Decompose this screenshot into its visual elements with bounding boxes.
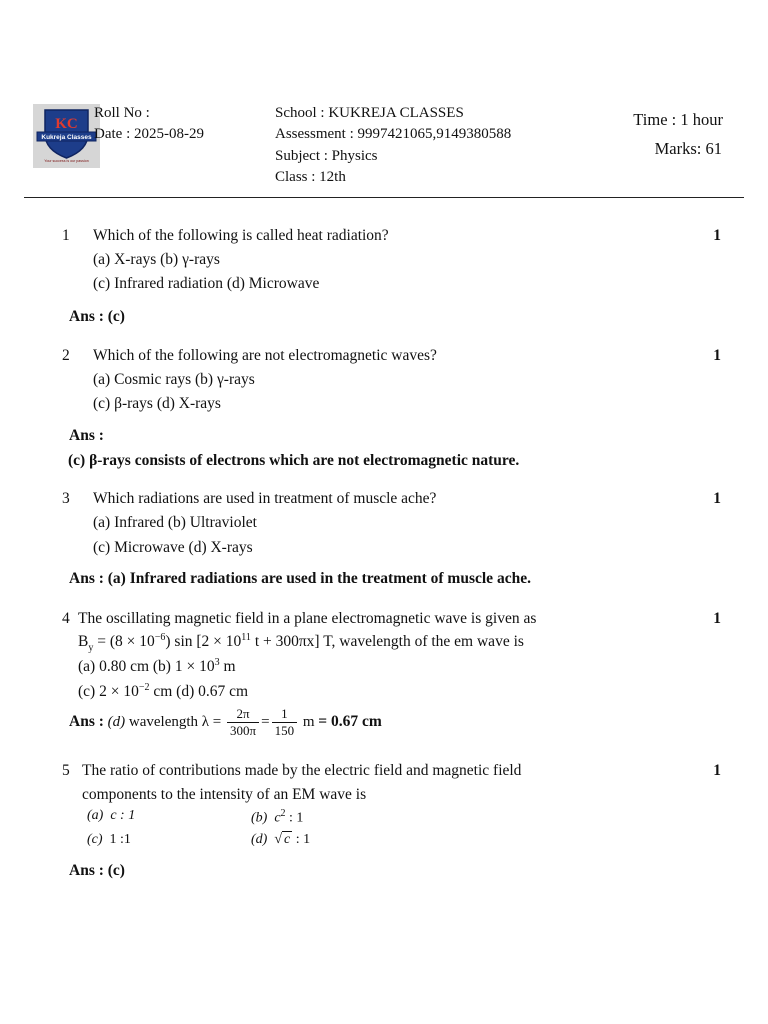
question-option: (a) Infrared (b) Ultraviolet (93, 514, 257, 531)
header-divider (24, 197, 744, 198)
equation-line: $B_y = (8 \times 10^{-6})$ $\sin [2 \times 10^{11}$ t + 300πx] T, wavelength of the em wave is (78, 632, 524, 654)
question-option: (c) Microwave (d) X-rays (93, 539, 253, 556)
logo-tagline: Your success is our passion (44, 159, 89, 163)
question-text: The oscillating magnetic field in a plane electromagnetic wave is given as (78, 610, 537, 627)
question-text: Which of the following are not electromagnetic waves? (93, 347, 437, 364)
logo-name: Kukreja Classes (41, 134, 92, 141)
question-option: (c) Infrared radiation (d) Microwave (93, 275, 320, 292)
question-number: 4 (62, 610, 70, 627)
shield-logo-icon (33, 104, 100, 168)
question-number: 5 (62, 762, 70, 779)
logo-initials: KC (55, 116, 78, 132)
question-mark: 1 (713, 610, 721, 627)
square-root: √ c (274, 832, 291, 847)
question-option: (c) β-rays (d) X-rays (93, 395, 221, 412)
question-mark: 1 (713, 347, 721, 364)
question-number: 1 (62, 227, 70, 244)
question-option: (a) Cosmic rays (b) γ-rays (93, 371, 255, 388)
question-text: The ratio of contributions made by the electric field and magnetic field (82, 762, 522, 779)
question-option: (c) $2 \times 10^{-2}$ cm (d) 0.67 cm (78, 682, 249, 701)
answer-detail: (c) β-rays consists of electrons which are not electromagnetic nature. (68, 452, 520, 469)
option-b: (b) $c^2$ : 1 (251, 808, 304, 826)
question-text: Which of the following is called heat radiation? (93, 227, 389, 244)
option-a: (a) c : 1 (87, 808, 136, 823)
question-text: Which radiations are used in treatment of muscle ache? (93, 490, 437, 507)
question-option: (a) X-rays (b) γ-rays (93, 251, 220, 268)
answer: Ans : (c) (69, 862, 125, 879)
question-mark: 1 (713, 762, 721, 779)
question-number: 3 (62, 490, 70, 507)
date-label: Date : 2025-08-29 (94, 126, 204, 142)
roll-no-label: Roll No : (94, 105, 150, 121)
time-label: Time : 1 hour (633, 110, 723, 129)
answer: Ans : (69, 427, 104, 444)
question-mark: 1 (713, 227, 721, 244)
class-label: Class : 12th (275, 169, 346, 185)
answer: Ans : (d) wavelength λ = $\frac{2\pi}{300\pi}$ = $\frac{1}{150}$ m = 0.67 cm (69, 706, 382, 738)
assessment-label: Assessment : 9997421065,9149380588 (275, 126, 512, 142)
marks-label: Marks: 61 (654, 139, 722, 158)
option-d: (d) √ c : 1 (251, 832, 311, 847)
fraction: $\frac{1}{150}$ (272, 706, 298, 739)
fraction: $\frac{2\pi}{300\pi}$ (227, 706, 259, 739)
answer: Ans : (c) (69, 308, 125, 325)
option-c: (c) 1 :1 (87, 832, 131, 847)
kc-logo (33, 104, 100, 168)
school-label: School : KUKREJA CLASSES (275, 105, 464, 121)
answer: Ans : (a) Infrared radiations are used in the treatment of muscle ache. (69, 570, 531, 587)
question-mark: 1 (713, 490, 721, 507)
subject-label: Subject : Physics (275, 148, 378, 164)
question-number: 2 (62, 347, 70, 364)
question-text-continued: components to the intensity of an EM wave is (82, 786, 367, 803)
question-option: (a) 0.80 cm (b) $1 \times 10^3$ m (78, 657, 236, 676)
